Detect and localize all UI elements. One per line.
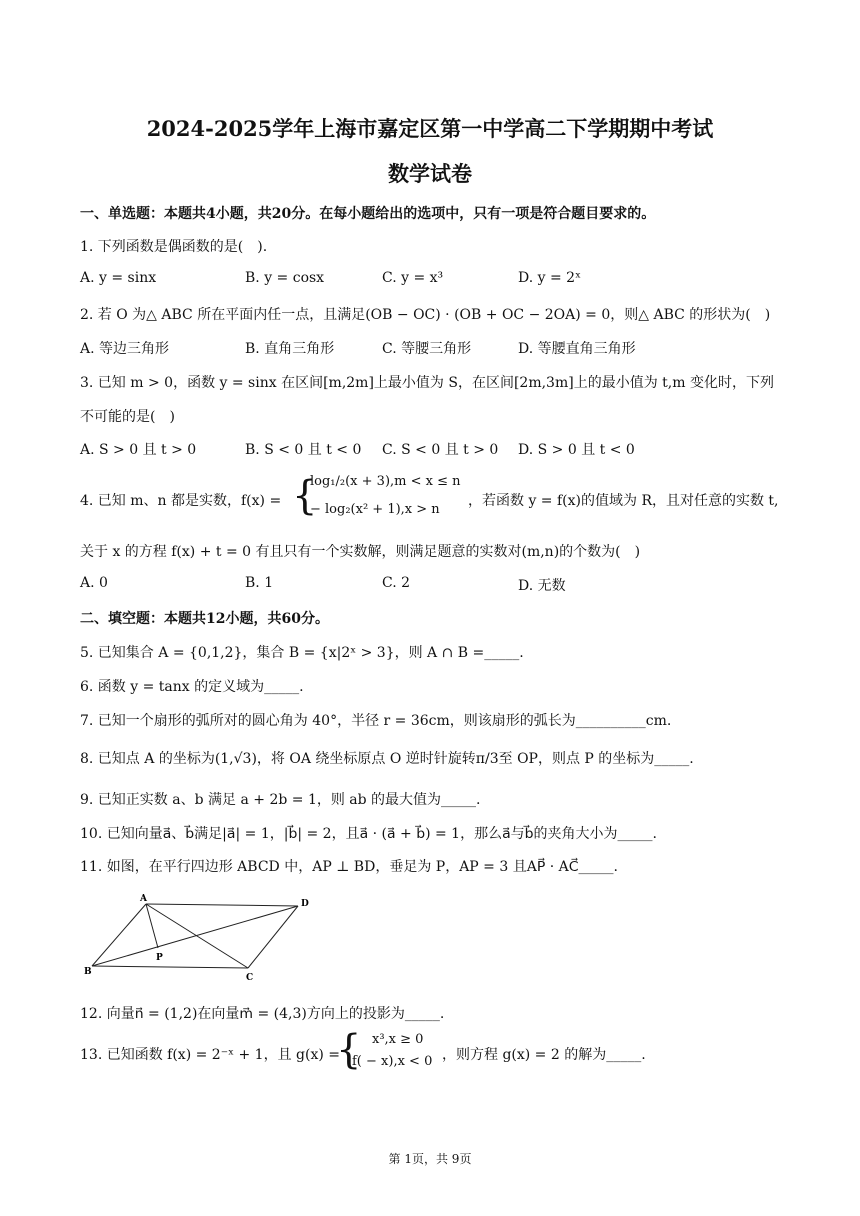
question-11: 11. 如图，在平行四边形 ABCD 中，AP ⊥ BD，垂足为 P，AP = 3 且AP⃗ · AC⃗_____.	[80, 859, 618, 875]
q3-option-a: A. S > 0 且 t > 0	[80, 442, 197, 458]
q3-option-b: B. S < 0 且 t < 0	[245, 442, 362, 458]
question-6: 6. 函数 y = tanx 的定义域为_____.	[80, 679, 304, 695]
section-heading-fill-in: 二、填空题：本题共12小题，共60分。	[80, 611, 329, 627]
piecewise-brace: {	[292, 473, 318, 519]
q1-option-a: A. y = sinx	[80, 270, 157, 286]
section-heading-single-choice: 一、单选题：本题共4小题，共20分。在每小题给出的选项中，只有一项是符合题目要求的。	[80, 206, 656, 222]
question-1: 1. 下列函数是偶函数的是( ).	[80, 239, 268, 255]
q3-option-c: C. S < 0 且 t > 0	[382, 442, 499, 458]
q2-option-a: A. 等边三角形	[80, 341, 170, 357]
question-9: 9. 已知正实数 a、b 满足 a + 2b = 1，则 ab 的最大值为_____.	[80, 792, 481, 808]
label-b: B	[84, 967, 92, 977]
question-4-prefix: 4. 已知 m、n 都是实数，f(x) =	[80, 493, 282, 509]
q2-option-d: D. 等腰直角三角形	[518, 341, 636, 357]
q1-option-d: D. y = 2ˣ	[518, 270, 582, 286]
q4-option-c: C. 2	[382, 575, 411, 591]
q13-case-2: f( − x),x < 0	[352, 1054, 433, 1069]
edge-bc	[92, 966, 248, 968]
exam-subtitle: 数学试卷	[388, 161, 472, 186]
question-13-prefix: 13. 已知函数 f(x) = 2⁻ˣ + 1，且 g(x) =	[80, 1047, 340, 1063]
question-5: 5. 已知集合 A = {0,1,2}，集合 B = {x|2ˣ > 3}，则 A ∩ B =_____.	[80, 645, 524, 661]
q4-case-1: log₁/₂(x + 3),m < x ≤ n	[310, 474, 461, 489]
q4-option-a: A. 0	[80, 575, 108, 591]
diagonal-bd	[92, 906, 298, 966]
question-10: 10. 已知向量a⃗、b⃗满足|a⃗| = 1，|b⃗| = 2，且a⃗ · (a⃗ + b⃗) = 1，那么a⃗与b⃗的夹角大小为_____.	[80, 826, 657, 842]
page-footer: 第 1页，共 9页	[388, 1152, 472, 1166]
q4-case-2: − log₂(x² + 1),x > n	[310, 502, 440, 517]
question-3-line1: 3. 已知 m > 0，函数 y = sinx 在区间[m,2m]上最小值为 S，在区间[2m,3m]上的最小值为 t,m 变化时，下列	[80, 375, 774, 391]
question-2: 2. 若 O 为△ ABC 所在平面内任一点，且满足(OB − OC) · (OB + OC − 2OA) = 0，则△ ABC 的形状为( )	[80, 307, 771, 323]
question-4-suffix: ，若函数 y = f(x)的值域为 R，且对任意的实数 t,	[468, 493, 779, 509]
q2-option-c: C. 等腰三角形	[382, 341, 472, 357]
parallelogram-figure	[78, 890, 328, 990]
q13-case-1: x³,x ≥ 0	[372, 1032, 424, 1047]
q3-option-d: D. S > 0 且 t < 0	[518, 442, 635, 458]
question-13-suffix: ，则方程 g(x) = 2 的解为_____.	[442, 1047, 646, 1063]
question-7: 7. 已知一个扇形的弧所对的圆心角为 40°，半径 r = 36cm，则该扇形的弧长为__________cm.	[80, 713, 672, 729]
label-c: C	[246, 973, 254, 983]
exam-title: 2024-2025学年上海市嘉定区第一中学高二下学期期中考试	[146, 116, 714, 141]
q1-option-c: C. y = x³	[382, 270, 444, 286]
label-d: D	[301, 899, 309, 909]
question-8: 8. 已知点 A 的坐标为(1,√3)，将 OA 绕坐标原点 O 逆时针旋转π/3至 OP，则点 P 的坐标为_____.	[80, 751, 694, 767]
question-3-line2: 不可能的是( )	[80, 409, 175, 425]
q4-option-b: B. 1	[245, 575, 274, 591]
edge-cd	[248, 906, 298, 968]
q2-option-b: B. 直角三角形	[245, 341, 335, 357]
question-12: 12. 向量n⃗ = (1,2)在向量m⃗ = (4,3)方向上的投影为_____.	[80, 1006, 445, 1022]
edge-ab	[92, 904, 146, 966]
edge-ad	[146, 904, 298, 906]
label-a: A	[140, 894, 147, 904]
q1-option-b: B. y = cosx	[245, 270, 325, 286]
question-4-line2: 关于 x 的方程 f(x) + t = 0 有且只有一个实数解，则满足题意的实数对(m,n)的个数为( )	[80, 544, 641, 560]
piecewise-brace-13: {	[336, 1027, 362, 1073]
label-p: P	[156, 953, 163, 963]
q4-option-d: D. 无数	[518, 578, 566, 594]
